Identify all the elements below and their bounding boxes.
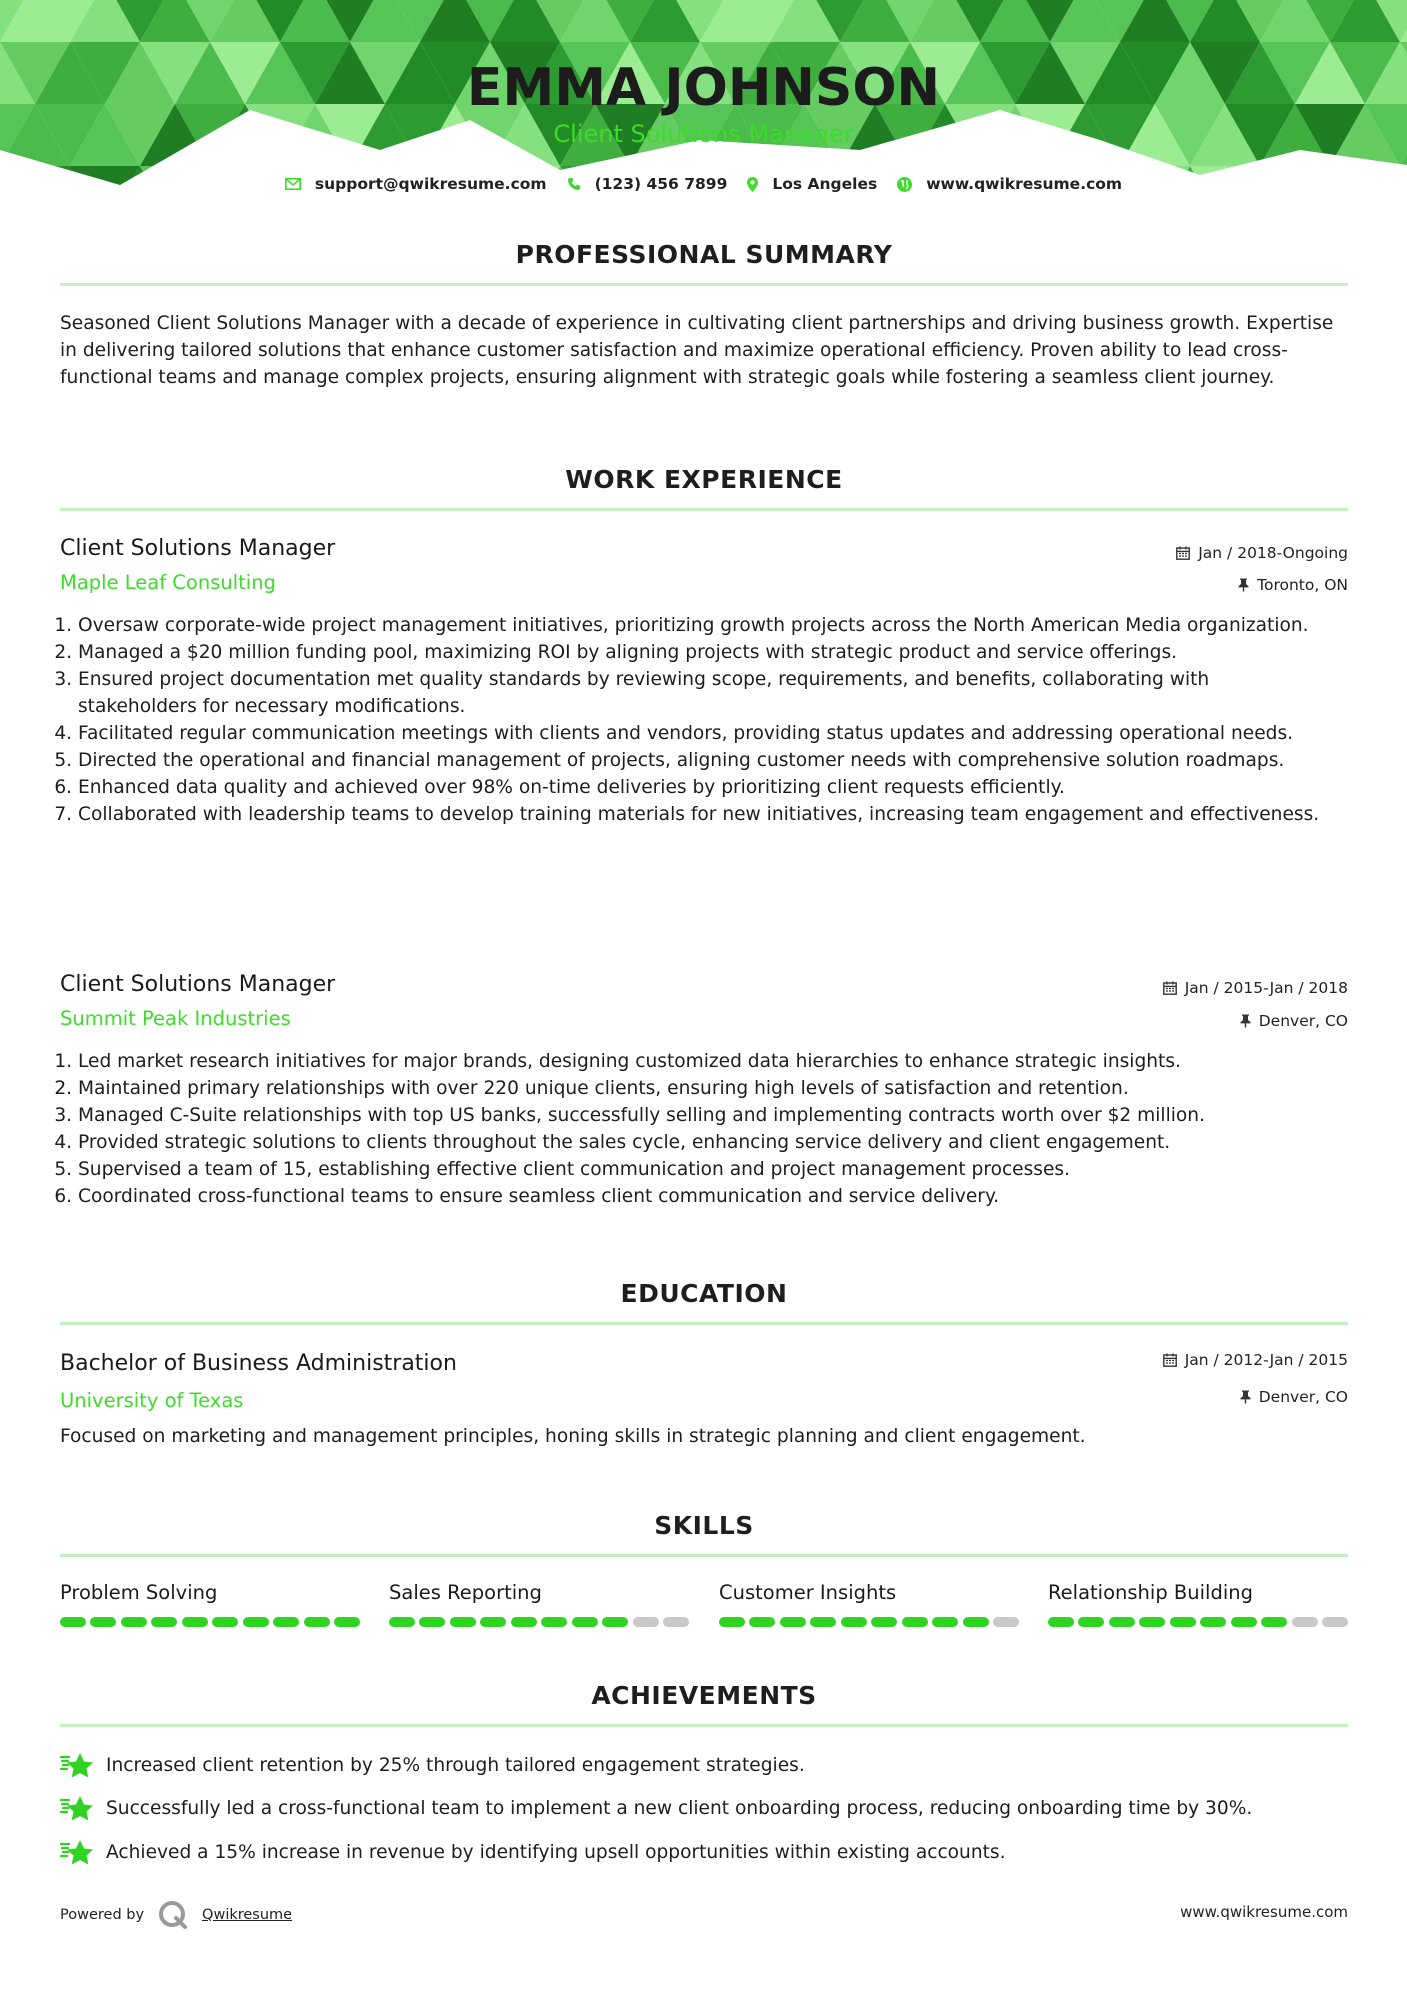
- job-location-text: Toronto, ON: [1257, 576, 1348, 594]
- skill-rating: [389, 1617, 689, 1627]
- skill-dot: [963, 1617, 989, 1627]
- achievement-text: Increased client retention by 25% through tailored engagement strategies.: [106, 1754, 805, 1776]
- job-location-text: Denver, CO: [1258, 1012, 1348, 1030]
- map-pin-icon: [747, 177, 758, 192]
- section-title-experience: WORK EXPERIENCE: [565, 465, 843, 494]
- skill-dot: [932, 1617, 958, 1627]
- education-description: Focused on marketing and management principles, honing skills in strategic planning and client engagement.: [60, 1426, 1086, 1447]
- skill-name: Customer Insights: [719, 1581, 897, 1604]
- job-dates: [1163, 977, 1348, 999]
- candidate-role: Client Solutions Manager: [553, 120, 854, 148]
- achievement-item: [60, 1751, 805, 1779]
- skill-dot: [1048, 1617, 1074, 1627]
- achievement-text: Successfully led a cross-functional team to implement a new client onboarding process, reducing onboarding time by 30%.: [106, 1797, 1253, 1819]
- skill-dot: [663, 1617, 689, 1627]
- job-bullets: [52, 1048, 1328, 1210]
- pushpin-icon: [1240, 1390, 1251, 1404]
- skill-dot: [572, 1617, 598, 1627]
- qwikresume-logo-icon: [158, 1900, 188, 1930]
- section-divider: [60, 1554, 1348, 1557]
- skill-rating: [60, 1617, 360, 1627]
- contact-website[interactable]: [897, 172, 1122, 196]
- list-item: 4. Facilitated regular communication meetings with clients and vendors, providing status updates and addressing operational needs.: [78, 720, 1328, 747]
- job-title: Client Solutions Manager: [60, 536, 336, 561]
- job-location: [1238, 574, 1348, 596]
- powered-by-label: Powered by: [60, 1907, 145, 1923]
- skill-item: [389, 1579, 689, 1607]
- qwikresume-link[interactable]: Qwikresume: [202, 1907, 293, 1923]
- education-location-text: Denver, CO: [1258, 1388, 1348, 1406]
- globe-icon: [897, 177, 912, 192]
- skill-dot: [480, 1617, 506, 1627]
- skill-name: Problem Solving: [60, 1581, 218, 1604]
- education-dates: [1163, 1349, 1348, 1371]
- skill-item: [719, 1579, 1019, 1607]
- star-icon: [60, 1838, 94, 1866]
- section-title-summary: PROFESSIONAL SUMMARY: [515, 240, 893, 269]
- list-item: 3. Ensured project documentation met quality standards by reviewing scope, requirements, and benefits, collaborating with stakeholders for necessary modifications.: [78, 666, 1328, 720]
- skill-dot: [450, 1617, 476, 1627]
- skill-dot: [273, 1617, 299, 1627]
- summary-text: Seasoned Client Solutions Manager with a decade of experience in cultivating client partnerships and driving business growth. Expertise in delivering tailored solutions that enhance customer satisfaction and maximize operational efficiency. Proven ability to lead cross-functional teams and manage complex projects, ensuring alignment with strategic goals while fostering a seamless client journey.: [60, 313, 1334, 388]
- education-dates-text: Jan / 2012-Jan / 2015: [1184, 1351, 1348, 1369]
- skill-dot: [902, 1617, 928, 1627]
- list-item: 1. Led market research initiatives for major brands, designing customized data hierarchies to enhance strategic insights.: [78, 1048, 1328, 1075]
- skill-rating: [719, 1617, 1019, 1627]
- skill-dot: [1200, 1617, 1226, 1627]
- list-item: 3. Managed C-Suite relationships with top US banks, successfully selling and implementing contracts worth over $2 million.: [78, 1102, 1328, 1129]
- candidate-name: EMMA JOHNSON: [466, 58, 941, 118]
- job-bullets: [52, 612, 1328, 828]
- section-divider: [60, 283, 1348, 286]
- calendar-icon: [1176, 546, 1190, 560]
- star-icon: [60, 1794, 94, 1822]
- skill-name: Relationship Building: [1048, 1581, 1254, 1604]
- contact-bar: [0, 172, 1407, 196]
- list-item: 6. Enhanced data quality and achieved over 98% on-time deliveries by prioritizing client requests efficiently.: [78, 774, 1328, 801]
- pushpin-icon: [1238, 578, 1249, 592]
- achievement-item: [60, 1838, 1006, 1866]
- section-divider: [60, 508, 1348, 511]
- skill-dot: [419, 1617, 445, 1627]
- calendar-icon: [1163, 1353, 1177, 1367]
- contact-email[interactable]: [285, 172, 547, 196]
- skill-item: [60, 1579, 360, 1607]
- star-icon: [60, 1751, 94, 1779]
- contact-location: [747, 172, 877, 196]
- pushpin-icon: [1240, 1014, 1251, 1028]
- list-item: 2. Maintained primary relationships with over 220 unique clients, ensuring high levels of satisfaction and retention.: [78, 1075, 1328, 1102]
- skill-item: [1048, 1579, 1348, 1607]
- skill-dot: [1170, 1617, 1196, 1627]
- skill-dot: [212, 1617, 238, 1627]
- phone-icon: [567, 177, 581, 191]
- achievement-text: Achieved a 15% increase in revenue by identifying upsell opportunities within existing accounts.: [106, 1841, 1006, 1863]
- achievement-item: [60, 1794, 1252, 1822]
- list-item: 4. Provided strategic solutions to clients throughout the sales cycle, enhancing service delivery and client engagement.: [78, 1129, 1328, 1156]
- section-divider: [60, 1724, 1348, 1727]
- skill-dot: [1292, 1617, 1318, 1627]
- skill-dot: [334, 1617, 360, 1627]
- school-name: University of Texas: [60, 1389, 244, 1412]
- skill-dot: [810, 1617, 836, 1627]
- job-dates: [1176, 542, 1348, 564]
- skill-dot: [602, 1617, 628, 1627]
- skill-dot: [1109, 1617, 1135, 1627]
- skill-dot: [151, 1617, 177, 1627]
- skill-dot: [871, 1617, 897, 1627]
- list-item: 7. Collaborated with leadership teams to develop training materials for new initiatives, increasing team engagement and effectiveness.: [78, 801, 1328, 828]
- section-divider: [60, 1322, 1348, 1325]
- skill-dot: [993, 1617, 1019, 1627]
- skill-dot: [1078, 1617, 1104, 1627]
- list-item: 5. Directed the operational and financial management of projects, aligning customer needs with comprehensive solution roadmaps.: [78, 747, 1328, 774]
- degree-title: Bachelor of Business Administration: [60, 1351, 457, 1376]
- section-title-education: EDUCATION: [620, 1279, 788, 1308]
- section-title-achievements: ACHIEVEMENTS: [591, 1681, 817, 1710]
- job-title: Client Solutions Manager: [60, 972, 336, 997]
- skill-dot: [749, 1617, 775, 1627]
- skill-dot: [389, 1617, 415, 1627]
- skill-dot: [1261, 1617, 1287, 1627]
- contact-phone-text: (123) 456 7899: [594, 175, 728, 193]
- skill-dot: [1322, 1617, 1348, 1627]
- skill-rating: [1048, 1617, 1348, 1627]
- company-name: Maple Leaf Consulting: [60, 571, 276, 594]
- education-location: [1240, 1386, 1348, 1408]
- job-dates-text: Jan / 2018-Ongoing: [1198, 544, 1348, 562]
- skill-dot: [1139, 1617, 1165, 1627]
- footer-website[interactable]: www.qwikresume.com: [1180, 1903, 1348, 1921]
- skill-dot: [511, 1617, 537, 1627]
- skill-dot: [633, 1617, 659, 1627]
- skill-dot: [841, 1617, 867, 1627]
- skill-dot: [121, 1617, 147, 1627]
- company-name: Summit Peak Industries: [60, 1007, 291, 1030]
- section-title-skills: SKILLS: [654, 1511, 754, 1540]
- skill-dot: [1231, 1617, 1257, 1627]
- job-dates-text: Jan / 2015-Jan / 2018: [1184, 979, 1348, 997]
- list-item: 6. Coordinated cross-functional teams to ensure seamless client communication and service delivery.: [78, 1183, 1328, 1210]
- footer-powered-by: [60, 1900, 292, 1930]
- contact-website-text: www.qwikresume.com: [926, 175, 1123, 193]
- calendar-icon: [1163, 981, 1177, 995]
- skill-dot: [90, 1617, 116, 1627]
- contact-email-text: support@qwikresume.com: [314, 175, 547, 193]
- contact-phone[interactable]: [567, 172, 728, 196]
- list-item: 1. Oversaw corporate-wide project management initiatives, prioritizing growth projects across the North American Media organization.: [78, 612, 1328, 639]
- skill-dot: [304, 1617, 330, 1627]
- list-item: 5. Supervised a team of 15, establishing effective client communication and project management processes.: [78, 1156, 1328, 1183]
- job-location: [1240, 1010, 1348, 1032]
- skill-dot: [719, 1617, 745, 1627]
- skill-dot: [541, 1617, 567, 1627]
- list-item: 2. Managed a $20 million funding pool, maximizing ROI by aligning projects with strategic product and service offerings.: [78, 639, 1328, 666]
- skill-name: Sales Reporting: [389, 1581, 542, 1604]
- contact-location-text: Los Angeles: [772, 175, 878, 193]
- skill-dot: [182, 1617, 208, 1627]
- skill-dot: [780, 1617, 806, 1627]
- skill-dot: [60, 1617, 86, 1627]
- envelope-icon: [285, 178, 301, 190]
- skill-dot: [243, 1617, 269, 1627]
